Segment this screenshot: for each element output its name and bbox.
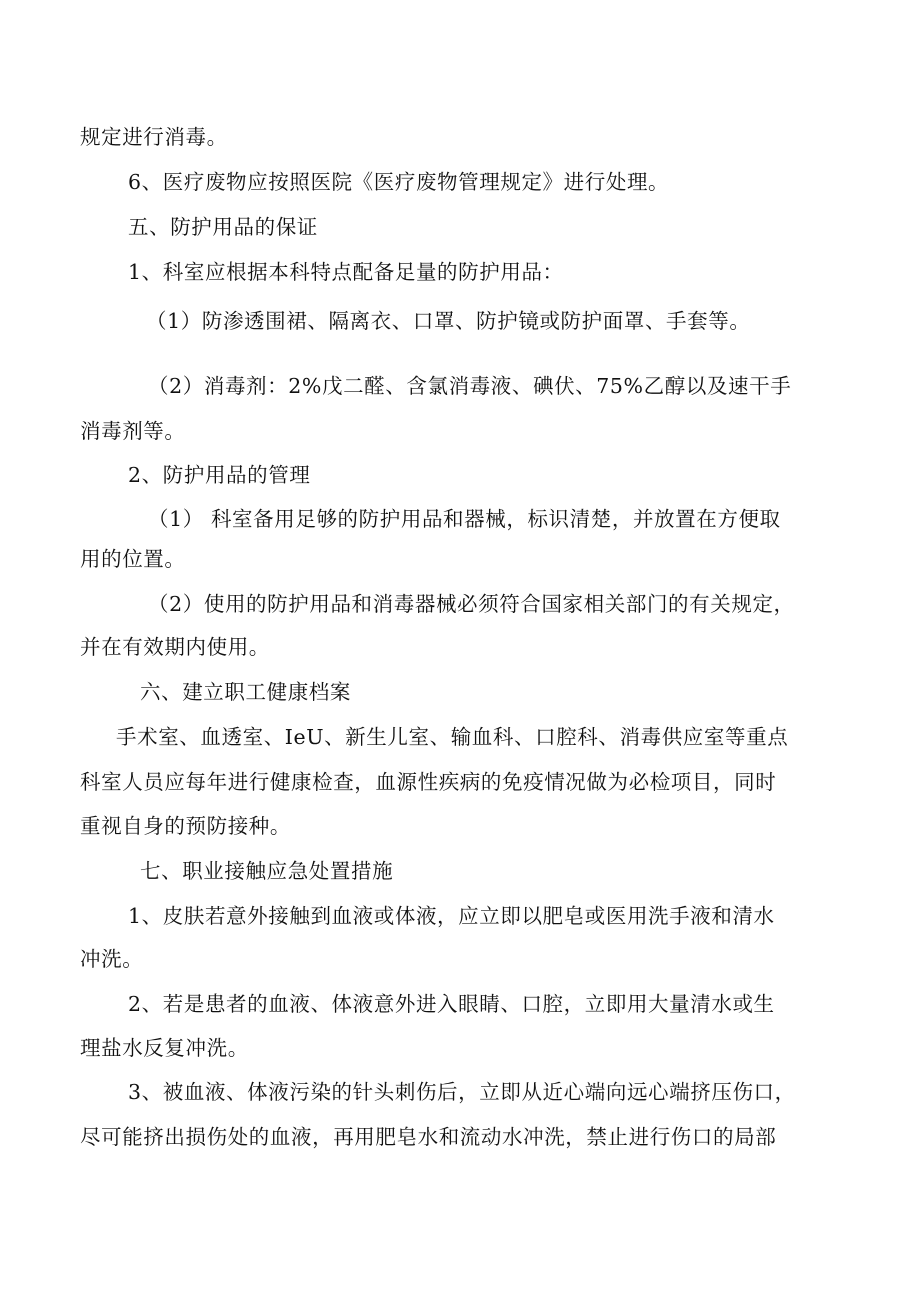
section-heading: 七、职业接触应急处置措施 <box>140 859 394 883</box>
text-line: 1、科室应根据本科特点配备足量的防护用品： <box>128 260 564 284</box>
text-line: 2、防护用品的管理 <box>128 463 311 487</box>
text-line: 尽可能挤出损伤处的血液，再用肥皂水和流动水冲洗，禁止进行伤口的局部 <box>80 1125 777 1149</box>
text-line: 手术室、血透室、IeU、新生儿室、输血科、口腔科、消毒供应室等重点 <box>116 725 789 749</box>
text-line: （1） 科室备用足够的防护用品和器械，标识清楚，并放置在方便取 <box>148 507 781 531</box>
text-line: 重视自身的预防接种。 <box>80 814 291 838</box>
text-line: 3、被血液、体液污染的针头刺伤后，立即从近心端向远心端挤压伤口， <box>128 1080 796 1104</box>
text-line: 科室人员应每年进行健康检查，血源性疾病的免疫情况做为必检项目，同时 <box>80 770 777 794</box>
text-line: 消毒剂等。 <box>80 419 186 443</box>
section-heading: 六、建立职工健康档案 <box>140 680 351 704</box>
text-line: 1、皮肤若意外接触到血液或体液，应立即以肥皂或医用洗手液和清水 <box>128 904 775 928</box>
text-line: 6、医疗废物应按照医院《医疗废物管理规定》进行处理。 <box>128 170 670 194</box>
text-line: （1）防渗透围裙、隔离衣、口罩、防护镜或防护面罩、手套等。 <box>146 309 751 333</box>
text-line: 理盐水反复冲洗。 <box>80 1036 249 1060</box>
section-heading: 五、防护用品的保证 <box>128 215 318 239</box>
text-line: （2）使用的防护用品和消毒器械必须符合国家相关部门的有关规定， <box>148 592 795 616</box>
text-line: 并在有效期内使用。 <box>80 635 270 659</box>
text-line: 规定进行消毒。 <box>80 125 228 149</box>
text-line: （2）消毒剂：2%戊二醛、含氯消毒液、碘伏、75%乙醇以及速干手 <box>148 374 792 398</box>
text-line: 冲洗。 <box>80 947 144 971</box>
text-line: 用的位置。 <box>80 547 186 571</box>
text-line: 2、若是患者的血液、体液意外进入眼睛、口腔，立即用大量清水或生 <box>128 992 775 1016</box>
